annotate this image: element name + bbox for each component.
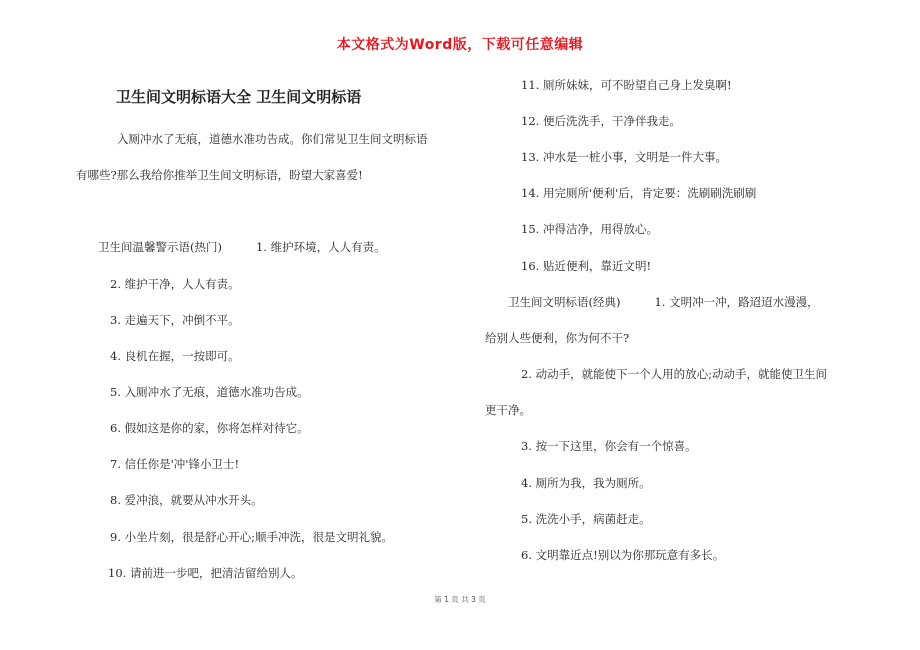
list-item: 3. 按一下这里，你会有一个惊喜。: [521, 439, 697, 453]
list-item-continuation: 更干净。: [485, 403, 531, 417]
list-item: 5. 入厕冲水了无痕，道德水准功告成。: [110, 385, 309, 399]
intro-line-1: 入厕冲水了无痕，道德水准功告成。你们常见卫生间文明标语: [117, 132, 428, 146]
list-item: 4. 良机在握，一按即可。: [110, 349, 240, 363]
list-item: 7. 信任你是'冲'锋小卫士!: [110, 457, 240, 471]
left-section-heading: 卫生间温馨警示语(热门): [98, 240, 222, 254]
left-section-row: [98, 239, 386, 255]
list-item: 4. 厕所为我，我为厕所。: [521, 476, 651, 490]
page-title: 卫生间文明标语大全 卫生间文明标语: [116, 88, 362, 106]
right-section-row: [508, 294, 819, 310]
list-item: 2. 动动手，就能使下一个人用的放心;动动手，就能使卫生间: [521, 367, 827, 381]
list-item: 12. 便后洗洗手，干净伴我走。: [521, 114, 681, 128]
list-item: 1. 维护环境，人人有责。: [255, 240, 386, 254]
list-item: 6. 文明靠近点!别以为你那玩意有多长。: [521, 548, 725, 562]
list-item: 6. 假如这是你的家，你将怎样对待它。: [110, 421, 309, 435]
list-item: 9. 小坐片刻，很是舒心开心;顺手冲洗，很是文明礼貌。: [110, 530, 393, 544]
list-item: 5. 洗洗小手，病菌赶走。: [521, 512, 651, 526]
intro-line-2: 有哪些?那么我给你推举卫生间文明标语，盼望大家喜爱!: [76, 168, 363, 182]
list-item: 1. 文明冲一冲，路迢迢水漫漫，: [654, 295, 819, 309]
list-item: 15. 冲得洁净，用得放心。: [521, 222, 658, 236]
page-footer: 第 1 页 共 3 页: [434, 595, 486, 604]
list-item: 13. 冲水是一桩小事，文明是一件大事。: [521, 150, 727, 164]
list-item: 11. 厕所妹妹，可不盼望自己身上发臭啊!: [521, 78, 732, 92]
list-item: 8. 爱冲浪，就要从冲水开头。: [110, 493, 263, 507]
list-item: 3. 走遍天下，冲倒不平。: [110, 313, 240, 327]
format-banner: 本文格式为Word版，下载可任意编辑: [336, 37, 584, 53]
list-item-continuation: 给别人些便利，你为何不干?: [485, 331, 630, 345]
list-item: 10. 请前进一步吧，把清洁留给别人。: [108, 566, 303, 580]
list-item: 14. 用完厕所'便利'后，肯定要：洗刷刷洗刷刷: [521, 186, 757, 200]
list-item: 2. 维护干净，人人有责。: [110, 277, 240, 291]
list-item: 16. 贴近便利，靠近文明!: [521, 259, 652, 273]
right-section-heading: 卫生间文明标语(经典): [508, 295, 621, 309]
